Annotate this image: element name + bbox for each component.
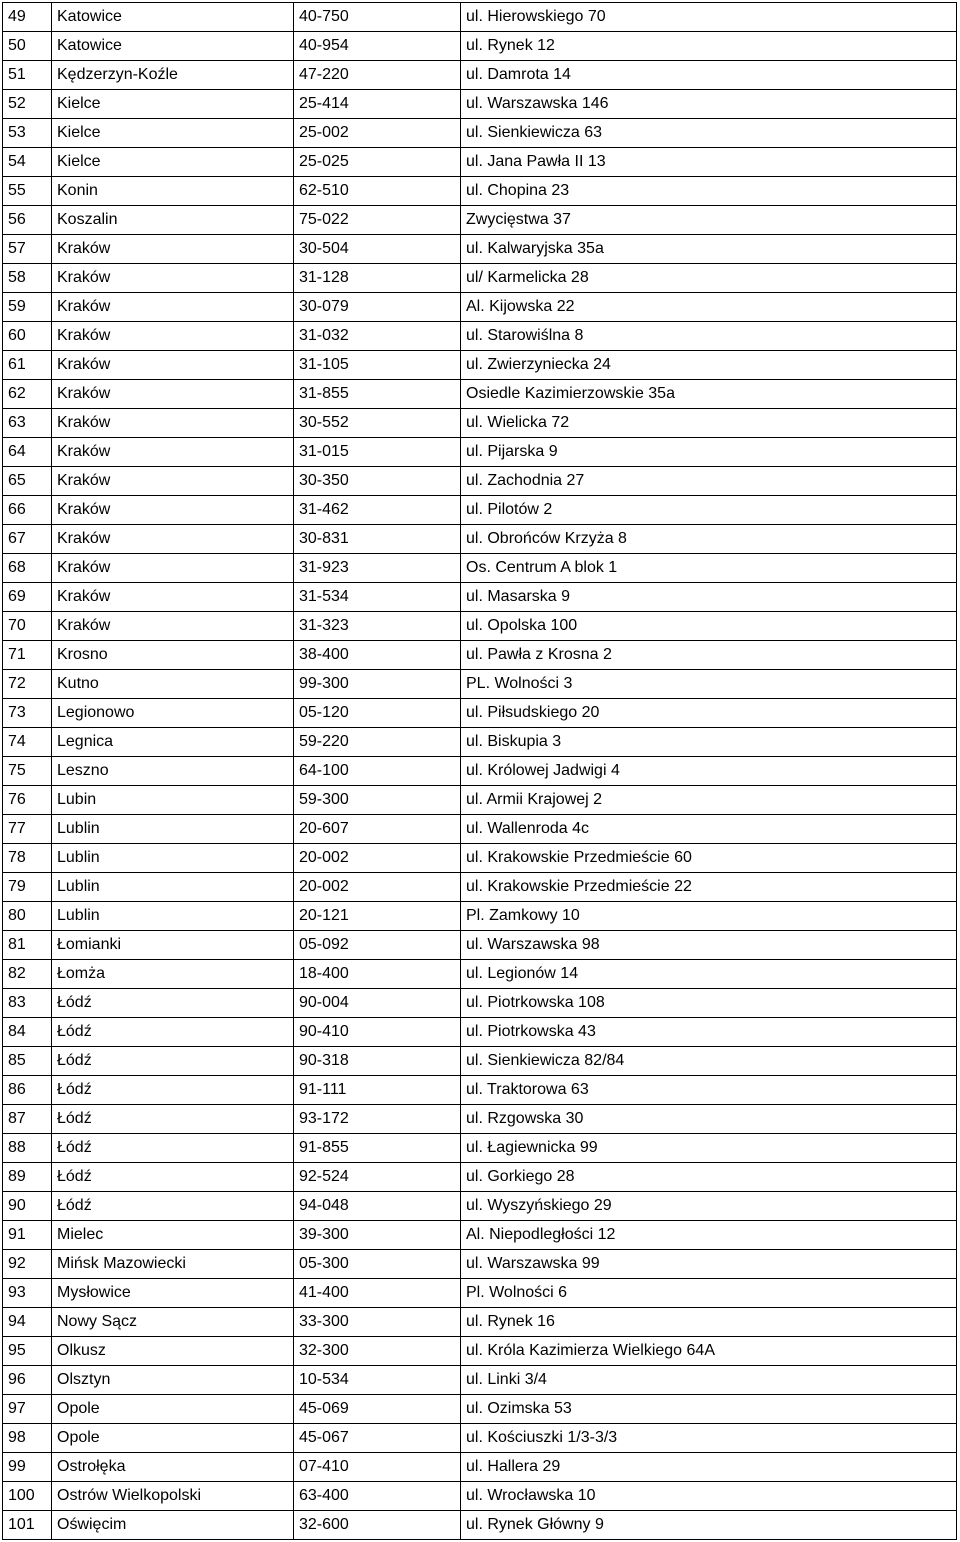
postal-code-cell: 90-004	[294, 989, 461, 1018]
table-row	[3, 264, 957, 293]
city-cell: Kielce	[52, 148, 294, 177]
postal-code-cell: 31-323	[294, 612, 461, 641]
table-row	[3, 1192, 957, 1221]
row-number-cell: 64	[3, 438, 52, 467]
table-row	[3, 786, 957, 815]
street-address-cell: ul. Piłsudskiego 20	[461, 699, 957, 728]
city-cell: Legnica	[52, 728, 294, 757]
street-address-cell: ul. Biskupia 3	[461, 728, 957, 757]
street-address-cell: ul. Króla Kazimierza Wielkiego 64A	[461, 1337, 957, 1366]
city-cell: Lublin	[52, 815, 294, 844]
row-number-cell: 69	[3, 583, 52, 612]
table-row	[3, 699, 957, 728]
postal-code-cell: 05-300	[294, 1250, 461, 1279]
city-cell: Kraków	[52, 293, 294, 322]
table-row	[3, 1395, 957, 1424]
postal-code-cell: 31-128	[294, 264, 461, 293]
postal-code-cell: 31-923	[294, 554, 461, 583]
postal-code-cell: 63-400	[294, 1482, 461, 1511]
table-row	[3, 1337, 957, 1366]
postal-code-cell: 33-300	[294, 1308, 461, 1337]
postal-code-cell: 38-400	[294, 641, 461, 670]
postal-code-cell: 93-172	[294, 1105, 461, 1134]
table-row	[3, 670, 957, 699]
table-row	[3, 1018, 957, 1047]
city-cell: Kraków	[52, 496, 294, 525]
street-address-cell: ul. Sienkiewicza 82/84	[461, 1047, 957, 1076]
postal-code-cell: 31-032	[294, 322, 461, 351]
city-cell: Kraków	[52, 322, 294, 351]
row-number-cell: 74	[3, 728, 52, 757]
postal-code-cell: 39-300	[294, 1221, 461, 1250]
city-cell: Łomża	[52, 960, 294, 989]
street-address-cell: ul. Pijarska 9	[461, 438, 957, 467]
city-cell: Łomianki	[52, 931, 294, 960]
city-cell: Kielce	[52, 119, 294, 148]
city-cell: Olkusz	[52, 1337, 294, 1366]
row-number-cell: 89	[3, 1163, 52, 1192]
address-table	[2, 2, 957, 1540]
street-address-cell: ul. Wallenroda 4c	[461, 815, 957, 844]
street-address-cell: ul. Rynek 16	[461, 1308, 957, 1337]
postal-code-cell: 30-350	[294, 467, 461, 496]
table-row	[3, 409, 957, 438]
street-address-cell: Pl. Wolności 6	[461, 1279, 957, 1308]
city-cell: Legionowo	[52, 699, 294, 728]
postal-code-cell: 05-120	[294, 699, 461, 728]
city-cell: Oświęcim	[52, 1511, 294, 1540]
city-cell: Kraków	[52, 380, 294, 409]
row-number-cell: 81	[3, 931, 52, 960]
table-row	[3, 61, 957, 90]
street-address-cell: ul. Królowej Jadwigi 4	[461, 757, 957, 786]
row-number-cell: 50	[3, 32, 52, 61]
street-address-cell: ul. Masarska 9	[461, 583, 957, 612]
postal-code-cell: 91-111	[294, 1076, 461, 1105]
table-row	[3, 3, 957, 32]
postal-code-cell: 90-318	[294, 1047, 461, 1076]
row-number-cell: 70	[3, 612, 52, 641]
table-row	[3, 1424, 957, 1453]
city-cell: Kraków	[52, 612, 294, 641]
row-number-cell: 72	[3, 670, 52, 699]
street-address-cell: ul. Armii Krajowej 2	[461, 786, 957, 815]
city-cell: Konin	[52, 177, 294, 206]
table-row	[3, 757, 957, 786]
street-address-cell: ul. Linki 3/4	[461, 1366, 957, 1395]
table-row	[3, 728, 957, 757]
table-row	[3, 1308, 957, 1337]
table-row	[3, 32, 957, 61]
table-row	[3, 612, 957, 641]
city-cell: Katowice	[52, 3, 294, 32]
address-table-body	[3, 3, 957, 1540]
table-row	[3, 960, 957, 989]
city-cell: Opole	[52, 1424, 294, 1453]
postal-code-cell: 31-855	[294, 380, 461, 409]
street-address-cell: ul. Kościuszki 1/3-3/3	[461, 1424, 957, 1453]
street-address-cell: ul. Piotrkowska 108	[461, 989, 957, 1018]
postal-code-cell: 05-092	[294, 931, 461, 960]
city-cell: Łódź	[52, 1163, 294, 1192]
postal-code-cell: 18-400	[294, 960, 461, 989]
row-number-cell: 71	[3, 641, 52, 670]
row-number-cell: 61	[3, 351, 52, 380]
row-number-cell: 88	[3, 1134, 52, 1163]
row-number-cell: 99	[3, 1453, 52, 1482]
table-row	[3, 873, 957, 902]
table-row	[3, 902, 957, 931]
street-address-cell: ul. Kalwaryjska 35a	[461, 235, 957, 264]
city-cell: Łódź	[52, 989, 294, 1018]
city-cell: Łódź	[52, 1134, 294, 1163]
street-address-cell: ul. Starowiślna 8	[461, 322, 957, 351]
postal-code-cell: 20-121	[294, 902, 461, 931]
row-number-cell: 60	[3, 322, 52, 351]
row-number-cell: 98	[3, 1424, 52, 1453]
postal-code-cell: 20-002	[294, 873, 461, 902]
street-address-cell: ul. Krakowskie Przedmieście 22	[461, 873, 957, 902]
postal-code-cell: 31-462	[294, 496, 461, 525]
table-row	[3, 1163, 957, 1192]
postal-code-cell: 25-025	[294, 148, 461, 177]
postal-code-cell: 94-048	[294, 1192, 461, 1221]
street-address-cell: ul. Łagiewnicka 99	[461, 1134, 957, 1163]
postal-code-cell: 41-400	[294, 1279, 461, 1308]
table-row	[3, 1221, 957, 1250]
street-address-cell: PL. Wolności 3	[461, 670, 957, 699]
table-row	[3, 1279, 957, 1308]
table-row	[3, 1134, 957, 1163]
street-address-cell: ul. Zwierzyniecka 24	[461, 351, 957, 380]
row-number-cell: 52	[3, 90, 52, 119]
street-address-cell: ul. Zachodnia 27	[461, 467, 957, 496]
city-cell: Kraków	[52, 554, 294, 583]
city-cell: Kraków	[52, 264, 294, 293]
row-number-cell: 55	[3, 177, 52, 206]
table-row	[3, 844, 957, 873]
street-address-cell: ul. Krakowskie Przedmieście 60	[461, 844, 957, 873]
row-number-cell: 95	[3, 1337, 52, 1366]
table-row	[3, 1047, 957, 1076]
row-number-cell: 56	[3, 206, 52, 235]
table-row	[3, 554, 957, 583]
city-cell: Łódź	[52, 1192, 294, 1221]
city-cell: Krosno	[52, 641, 294, 670]
city-cell: Kraków	[52, 467, 294, 496]
row-number-cell: 91	[3, 1221, 52, 1250]
street-address-cell: ul. Warszawska 99	[461, 1250, 957, 1279]
city-cell: Lublin	[52, 844, 294, 873]
city-cell: Kraków	[52, 409, 294, 438]
table-row	[3, 351, 957, 380]
street-address-cell: Osiedle Kazimierzowskie 35a	[461, 380, 957, 409]
row-number-cell: 66	[3, 496, 52, 525]
postal-code-cell: 25-414	[294, 90, 461, 119]
street-address-cell: ul. Piotrkowska 43	[461, 1018, 957, 1047]
table-row	[3, 1250, 957, 1279]
city-cell: Ostrów Wielkopolski	[52, 1482, 294, 1511]
street-address-cell: ul. Opolska 100	[461, 612, 957, 641]
postal-code-cell: 30-079	[294, 293, 461, 322]
postal-code-cell: 91-855	[294, 1134, 461, 1163]
postal-code-cell: 40-954	[294, 32, 461, 61]
row-number-cell: 82	[3, 960, 52, 989]
row-number-cell: 86	[3, 1076, 52, 1105]
postal-code-cell: 07-410	[294, 1453, 461, 1482]
row-number-cell: 78	[3, 844, 52, 873]
postal-code-cell: 62-510	[294, 177, 461, 206]
postal-code-cell: 30-831	[294, 525, 461, 554]
city-cell: Kraków	[52, 583, 294, 612]
row-number-cell: 94	[3, 1308, 52, 1337]
city-cell: Kielce	[52, 90, 294, 119]
row-number-cell: 83	[3, 989, 52, 1018]
street-address-cell: Zwycięstwa 37	[461, 206, 957, 235]
table-row	[3, 583, 957, 612]
row-number-cell: 87	[3, 1105, 52, 1134]
table-row	[3, 380, 957, 409]
postal-code-cell: 75-022	[294, 206, 461, 235]
row-number-cell: 76	[3, 786, 52, 815]
table-row	[3, 641, 957, 670]
street-address-cell: ul. Warszawska 98	[461, 931, 957, 960]
postal-code-cell: 20-607	[294, 815, 461, 844]
street-address-cell: Al. Kijowska 22	[461, 293, 957, 322]
city-cell: Łódź	[52, 1047, 294, 1076]
table-row	[3, 1366, 957, 1395]
street-address-cell: ul. Wrocławska 10	[461, 1482, 957, 1511]
row-number-cell: 93	[3, 1279, 52, 1308]
table-row	[3, 90, 957, 119]
city-cell: Kraków	[52, 438, 294, 467]
row-number-cell: 58	[3, 264, 52, 293]
city-cell: Olsztyn	[52, 1366, 294, 1395]
table-row	[3, 206, 957, 235]
city-cell: Koszalin	[52, 206, 294, 235]
table-row	[3, 989, 957, 1018]
street-address-cell: ul. Pawła z Krosna 2	[461, 641, 957, 670]
street-address-cell: Os. Centrum A blok 1	[461, 554, 957, 583]
row-number-cell: 54	[3, 148, 52, 177]
city-cell: Lubin	[52, 786, 294, 815]
row-number-cell: 62	[3, 380, 52, 409]
city-cell: Łódź	[52, 1076, 294, 1105]
table-row	[3, 119, 957, 148]
table-row	[3, 931, 957, 960]
city-cell: Kraków	[52, 351, 294, 380]
postal-code-cell: 32-300	[294, 1337, 461, 1366]
postal-code-cell: 20-002	[294, 844, 461, 873]
city-cell: Kraków	[52, 525, 294, 554]
row-number-cell: 65	[3, 467, 52, 496]
city-cell: Nowy Sącz	[52, 1308, 294, 1337]
postal-code-cell: 45-069	[294, 1395, 461, 1424]
city-cell: Mińsk Mazowiecki	[52, 1250, 294, 1279]
row-number-cell: 100	[3, 1482, 52, 1511]
city-cell: Mysłowice	[52, 1279, 294, 1308]
table-row	[3, 177, 957, 206]
postal-code-cell: 30-504	[294, 235, 461, 264]
postal-code-cell: 40-750	[294, 3, 461, 32]
street-address-cell: ul. Legionów 14	[461, 960, 957, 989]
table-row	[3, 1511, 957, 1540]
street-address-cell: ul. Hallera 29	[461, 1453, 957, 1482]
postal-code-cell: 32-600	[294, 1511, 461, 1540]
row-number-cell: 97	[3, 1395, 52, 1424]
street-address-cell: ul. Rzgowska 30	[461, 1105, 957, 1134]
street-address-cell: ul. Warszawska 146	[461, 90, 957, 119]
street-address-cell: ul. Obrońców Krzyża 8	[461, 525, 957, 554]
table-row	[3, 1482, 957, 1511]
row-number-cell: 49	[3, 3, 52, 32]
table-row	[3, 1076, 957, 1105]
street-address-cell: Pl. Zamkowy 10	[461, 902, 957, 931]
postal-code-cell: 25-002	[294, 119, 461, 148]
city-cell: Ostrołęka	[52, 1453, 294, 1482]
table-row	[3, 467, 957, 496]
postal-code-cell: 31-015	[294, 438, 461, 467]
postal-code-cell: 92-524	[294, 1163, 461, 1192]
city-cell: Leszno	[52, 757, 294, 786]
table-row	[3, 438, 957, 467]
row-number-cell: 80	[3, 902, 52, 931]
row-number-cell: 77	[3, 815, 52, 844]
city-cell: Opole	[52, 1395, 294, 1424]
postal-code-cell: 31-534	[294, 583, 461, 612]
street-address-cell: ul. Wielicka 72	[461, 409, 957, 438]
table-row	[3, 322, 957, 351]
city-cell: Mielec	[52, 1221, 294, 1250]
row-number-cell: 51	[3, 61, 52, 90]
postal-code-cell: 90-410	[294, 1018, 461, 1047]
street-address-cell: ul. Sienkiewicza 63	[461, 119, 957, 148]
row-number-cell: 53	[3, 119, 52, 148]
street-address-cell: Al. Niepodległości 12	[461, 1221, 957, 1250]
row-number-cell: 57	[3, 235, 52, 264]
city-cell: Katowice	[52, 32, 294, 61]
row-number-cell: 59	[3, 293, 52, 322]
table-row	[3, 815, 957, 844]
postal-code-cell: 45-067	[294, 1424, 461, 1453]
row-number-cell: 67	[3, 525, 52, 554]
street-address-cell: ul. Gorkiego 28	[461, 1163, 957, 1192]
table-row	[3, 148, 957, 177]
table-row	[3, 1453, 957, 1482]
table-row	[3, 1105, 957, 1134]
postal-code-cell: 31-105	[294, 351, 461, 380]
postal-code-cell: 30-552	[294, 409, 461, 438]
table-row	[3, 496, 957, 525]
postal-code-cell: 99-300	[294, 670, 461, 699]
row-number-cell: 68	[3, 554, 52, 583]
street-address-cell: ul. Rynek 12	[461, 32, 957, 61]
city-cell: Kutno	[52, 670, 294, 699]
row-number-cell: 101	[3, 1511, 52, 1540]
street-address-cell: ul. Damrota 14	[461, 61, 957, 90]
city-cell: Łódź	[52, 1105, 294, 1134]
postal-code-cell: 59-300	[294, 786, 461, 815]
row-number-cell: 92	[3, 1250, 52, 1279]
row-number-cell: 63	[3, 409, 52, 438]
city-cell: Kędzerzyn-Koźle	[52, 61, 294, 90]
row-number-cell: 79	[3, 873, 52, 902]
row-number-cell: 73	[3, 699, 52, 728]
city-cell: Lublin	[52, 902, 294, 931]
street-address-cell: ul. Pilotów 2	[461, 496, 957, 525]
postal-code-cell: 59-220	[294, 728, 461, 757]
street-address-cell: ul. Rynek Główny 9	[461, 1511, 957, 1540]
city-cell: Kraków	[52, 235, 294, 264]
row-number-cell: 90	[3, 1192, 52, 1221]
street-address-cell: ul. Wyszyńskiego 29	[461, 1192, 957, 1221]
street-address-cell: ul/ Karmelicka 28	[461, 264, 957, 293]
street-address-cell: ul. Chopina 23	[461, 177, 957, 206]
city-cell: Lublin	[52, 873, 294, 902]
table-row	[3, 293, 957, 322]
street-address-cell: ul. Jana Pawła II 13	[461, 148, 957, 177]
postal-code-cell: 10-534	[294, 1366, 461, 1395]
city-cell: Łódź	[52, 1018, 294, 1047]
row-number-cell: 85	[3, 1047, 52, 1076]
street-address-cell: ul. Hierowskiego 70	[461, 3, 957, 32]
postal-code-cell: 47-220	[294, 61, 461, 90]
row-number-cell: 84	[3, 1018, 52, 1047]
street-address-cell: ul. Traktorowa 63	[461, 1076, 957, 1105]
table-row	[3, 235, 957, 264]
table-row	[3, 525, 957, 554]
row-number-cell: 75	[3, 757, 52, 786]
postal-code-cell: 64-100	[294, 757, 461, 786]
row-number-cell: 96	[3, 1366, 52, 1395]
street-address-cell: ul. Ozimska 53	[461, 1395, 957, 1424]
